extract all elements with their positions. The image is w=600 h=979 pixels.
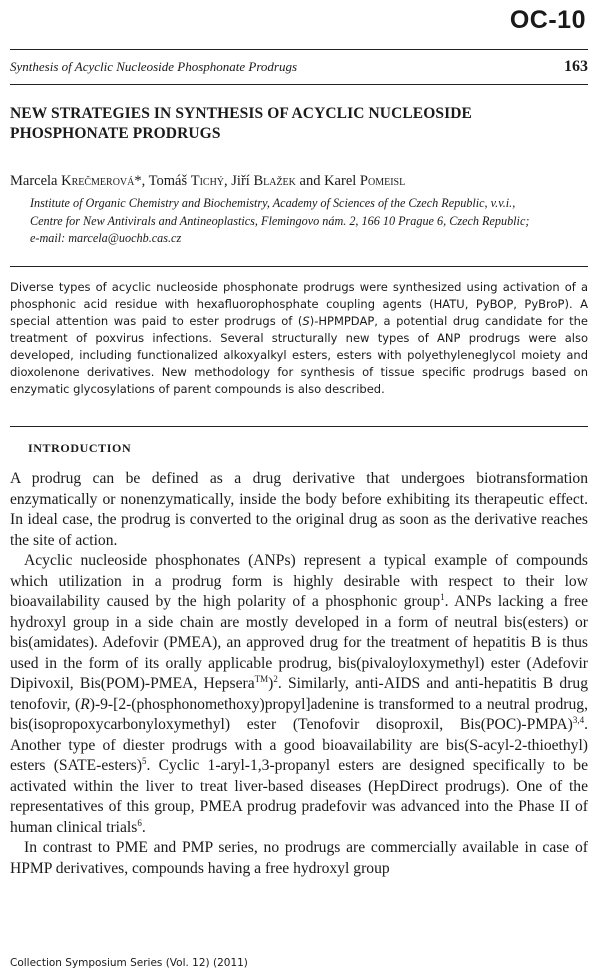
title-line-2: PHOSPHONATE PRODRUGS [10, 125, 221, 142]
stereo-r: R [80, 695, 90, 713]
affiliation-line-2: Centre for New Antivirals and Antineoplastics, Flemingovo nám. 2, 166 10 Prague 6, Czech Republic; [30, 213, 530, 228]
p2-text: . Cyclic 1-aryl-1,3-propanyl esters are designed specifically to be activated within the liver to treat liver-based diseases (HepDirect prodrugs). One of the representatives of this group, PMEA prodrug pradefovir was advanced into the Phase II of human clinical trials [10, 757, 588, 836]
citation-ref: 1 [440, 592, 445, 602]
p2-text: . Similarly, anti-AIDS and anti-hepatitis B drug tenofovir, ( [10, 675, 589, 713]
article-title [10, 104, 570, 144]
corresponding-mark: * [134, 173, 142, 189]
author-2-given: Tomáš [148, 173, 191, 189]
author-3-family: Blažek [253, 173, 296, 189]
citation-ref: 6 [137, 817, 142, 828]
abstract-text-2: )-HPMPDAP, a potential drug candidate for the treatment of poxvirus infections. Several structurally new types of ANP prodrugs were also developed, including functionalized alkoxyalkyl esters, esters with polyethyleneglycol moiety and dioxolenone derivatives. New methodology for synthesis of tissue specific prodrugs based on enzymatic glycosylations of parent compounds is also described. [10, 314, 588, 396]
page-number: 163 [564, 58, 588, 75]
abstract-text-1: Diverse types of acyclic nucleoside phosphonate prodrugs were synthesized using activation of a phosphonic acid residue with hexafluorophosphate coupling agents (HATU, PyBOP, PyBroP). A special attention was paid to ester prodrugs of ( [10, 280, 588, 328]
p2-text: Acyclic nucleoside phosphonates (ANPs) represent a typical example of compounds which utilization in a prodrug form is highly desirable with respect to their low bioavailability caused by the high polarity of a phosphonic group [10, 552, 588, 610]
author-separator: and [295, 173, 325, 189]
author-separator: , [224, 173, 232, 189]
paragraph-2 [10, 551, 588, 838]
p2-text: . ANPs lacking a free hydroxyl group in a side chain are mostly developed in a form of neutral bis(esters) or bis(amidates). Adefovir (PMEA), an approved drug for the treatment of hepatitis B is thus used in the form of its orally applicable prodrug, bis(pivaloyloxymethyl) ester (Adefovir Dipivoxil, Bis(POM)-PMEA, Hepsera [10, 593, 588, 692]
section-heading: INTRODUCTION [28, 441, 132, 455]
citation-ref: 3,4 [572, 715, 585, 725]
trademark-mark: TM [254, 674, 269, 684]
introduction-body [10, 469, 588, 879]
paper-code: OC-10 [509, 6, 586, 34]
abstract-stereo-s: S [302, 314, 310, 328]
author-4-given: Karel [324, 173, 360, 189]
author-2-family: Tichý [190, 173, 225, 189]
citation-ref: 5 [142, 756, 147, 766]
paragraph-3: In contrast to PME and PMP series, no prodrugs are commercially available in case of HPMP derivatives, compounds having a free hydroxyl group [10, 839, 588, 877]
running-title: Synthesis of Acyclic Nucleoside Phosphonate Prodrugs [10, 59, 298, 74]
author-4-family: Pomeisl [359, 173, 406, 189]
citation-ref: 2 [273, 674, 278, 684]
abstract-bottom-rule [10, 426, 588, 427]
author-3-given: Jiří [231, 173, 254, 189]
author-1-given: Marcela [10, 173, 62, 189]
affiliation [30, 195, 590, 248]
p2-text: . [141, 818, 146, 836]
p2-text: )-9-[2-(phosphonomethoxy)propyl]adenine is transformed to a neutral prodrug, bis(isopropoxycarbonyloxymethyl) ester (Tenofovir disoproxil, Bis(POC)-PMPA) [10, 695, 588, 733]
paragraph-1: A prodrug can be defined as a drug derivative that undergoes biotransformation enzymatically or nonenzymatically, inside the body before exhibiting its therapeutic effect. In ideal case, the prodrug is converted to the original drug as soon as the derivative reaches the site of action. [10, 470, 588, 549]
abstract [10, 279, 588, 398]
abstract-top-rule [10, 266, 588, 267]
author-list [10, 173, 405, 190]
affiliation-email: e-mail: marcela@uochb.cas.cz [30, 231, 182, 245]
author-1-family: Krečmerová [61, 173, 135, 189]
author-separator: , [141, 173, 149, 189]
footer-series: Collection Symposium Series (Vol. 12) (2011) [10, 957, 248, 969]
title-line-1: NEW STRATEGIES IN SYNTHESIS OF ACYCLIC NUCLEOSIDE [10, 105, 472, 122]
p2-text: . Another type of diester prodrugs with a good bioavailability are bis(S-acyl-2-thioethyl) esters (SATE-esters) [10, 716, 588, 774]
affiliation-line-1: Institute of Organic Chemistry and Biochemistry, Academy of Sciences of the Czech Republic, v.v.i., [30, 196, 516, 210]
p2-text: ) [268, 675, 274, 692]
running-header [10, 49, 588, 85]
